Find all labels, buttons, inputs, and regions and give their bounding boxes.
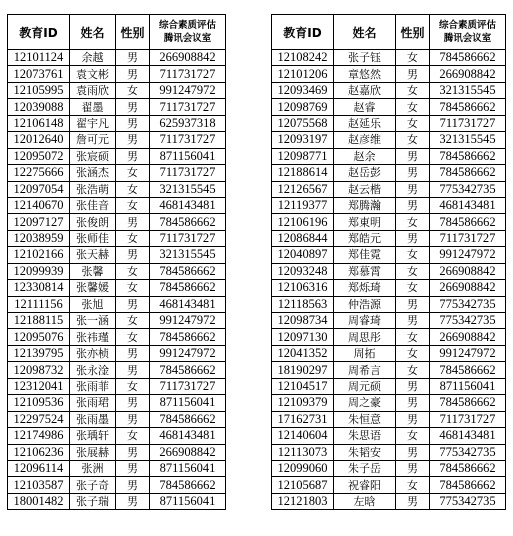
- cell-id: 12095076: [8, 329, 70, 345]
- cell-id: 12118563: [272, 296, 334, 312]
- table-row: [8, 493, 226, 509]
- cell-id: 12098734: [272, 313, 334, 329]
- cell-score: 784586662: [150, 280, 226, 296]
- cell-name: 赵彦维: [334, 132, 396, 148]
- cell-name: 周希言: [334, 362, 396, 378]
- cell-gender: 女: [116, 263, 150, 279]
- cell-score: 625937318: [150, 115, 226, 131]
- cell-id: 12139795: [8, 345, 70, 361]
- cell-name: 周之豪: [334, 395, 396, 411]
- cell-gender: 男: [396, 296, 430, 312]
- cell-gender: 女: [396, 477, 430, 493]
- table-row: [8, 378, 226, 394]
- cell-name: 赵岳彭: [334, 165, 396, 181]
- cell-id: 12098771: [272, 148, 334, 164]
- cell-id: 12105995: [8, 82, 70, 98]
- cell-gender: 男: [116, 296, 150, 312]
- cell-score: 784586662: [430, 214, 506, 230]
- cell-score: 468143481: [150, 296, 226, 312]
- table-row: [8, 313, 226, 329]
- cell-score: 784586662: [150, 477, 226, 493]
- cell-id: 12140604: [272, 428, 334, 444]
- cell-score: 784586662: [430, 362, 506, 378]
- cell-id: 12188115: [8, 313, 70, 329]
- cell-id: 12093197: [272, 132, 334, 148]
- cell-id: 12095072: [8, 148, 70, 164]
- cell-gender: 男: [116, 99, 150, 115]
- table-row: [272, 247, 506, 263]
- table-row: [272, 395, 506, 411]
- cell-gender: 男: [396, 66, 430, 82]
- cell-name: 祝睿阳: [334, 477, 396, 493]
- cell-id: 12188614: [272, 165, 334, 181]
- cell-name: 周拓: [334, 345, 396, 361]
- table-row: [8, 82, 226, 98]
- cell-name: 袁文彬: [70, 66, 116, 82]
- cell-gender: 女: [116, 313, 150, 329]
- table-row: [272, 313, 506, 329]
- table-row: [8, 444, 226, 460]
- cell-gender: 女: [396, 329, 430, 345]
- cell-score: 266908842: [150, 444, 226, 460]
- cell-id: 12097054: [8, 181, 70, 197]
- table-row: [272, 132, 506, 148]
- cell-name: 张展赫: [70, 444, 116, 460]
- cell-gender: 男: [116, 66, 150, 82]
- table-body-left: [8, 50, 226, 510]
- table-row: [272, 296, 506, 312]
- cell-gender: 女: [396, 115, 430, 131]
- cell-score: 266908842: [430, 66, 506, 82]
- cell-name: 张瑀轩: [70, 428, 116, 444]
- header-id: 教育ID: [272, 15, 334, 50]
- table-row: [8, 329, 226, 345]
- table-row: [8, 460, 226, 476]
- cell-gender: 男: [396, 460, 430, 476]
- cell-gender: 男: [116, 477, 150, 493]
- cell-name: 赵嘉欣: [334, 82, 396, 98]
- cell-id: 12073761: [8, 66, 70, 82]
- table-row: [272, 378, 506, 394]
- cell-gender: 女: [396, 82, 430, 98]
- cell-id: 12106316: [272, 280, 334, 296]
- roster-table-right: [271, 14, 506, 510]
- table-row: [8, 66, 226, 82]
- cell-name: 张宸硕: [70, 148, 116, 164]
- table-row: [272, 362, 506, 378]
- cell-gender: 女: [116, 165, 150, 181]
- cell-gender: 女: [396, 99, 430, 115]
- cell-gender: 女: [396, 50, 430, 66]
- cell-id: 12275666: [8, 165, 70, 181]
- table-row: [8, 411, 226, 427]
- cell-gender: 女: [396, 280, 430, 296]
- cell-name: 余越: [70, 50, 116, 66]
- cell-score: 991247972: [150, 313, 226, 329]
- cell-gender: 男: [396, 148, 430, 164]
- cell-name: 赵云楷: [334, 181, 396, 197]
- cell-score: 784586662: [150, 329, 226, 345]
- cell-score: 775342735: [430, 313, 506, 329]
- cell-name: 张一涵: [70, 313, 116, 329]
- cell-name: 朱子岳: [334, 460, 396, 476]
- cell-gender: 女: [396, 362, 430, 378]
- cell-id: 12113073: [272, 444, 334, 460]
- cell-score: 784586662: [430, 50, 506, 66]
- cell-name: 郑腾瀚: [334, 197, 396, 213]
- cell-score: 784586662: [430, 460, 506, 476]
- table-row: [8, 247, 226, 263]
- cell-gender: 男: [396, 395, 430, 411]
- cell-score: 321315545: [430, 132, 506, 148]
- table-row: [272, 345, 506, 361]
- cell-gender: 男: [116, 493, 150, 509]
- cell-name: 赵余: [334, 148, 396, 164]
- table-row: [8, 165, 226, 181]
- table-row: [8, 132, 226, 148]
- cell-name: 郑慕霄: [334, 263, 396, 279]
- cell-score: 991247972: [150, 82, 226, 98]
- cell-gender: 男: [116, 411, 150, 427]
- cell-name: 张雨墨: [70, 411, 116, 427]
- cell-gender: 男: [116, 345, 150, 361]
- cell-gender: 女: [116, 378, 150, 394]
- cell-gender: 男: [116, 50, 150, 66]
- cell-id: 12096114: [8, 460, 70, 476]
- cell-gender: 女: [116, 197, 150, 213]
- cell-name: 周思彤: [334, 329, 396, 345]
- table-row: [8, 428, 226, 444]
- table-row: [272, 82, 506, 98]
- cell-score: 266908842: [150, 50, 226, 66]
- cell-score: 871156041: [150, 460, 226, 476]
- cell-score: 775342735: [430, 181, 506, 197]
- header-score: [150, 15, 226, 50]
- cell-score: 775342735: [430, 296, 506, 312]
- table-row: [8, 362, 226, 378]
- cell-gender: 男: [116, 148, 150, 164]
- cell-score: 784586662: [150, 362, 226, 378]
- cell-score: 321315545: [150, 181, 226, 197]
- cell-id: 12099939: [8, 263, 70, 279]
- cell-name: 张子瑞: [70, 493, 116, 509]
- cell-score: 711731727: [430, 411, 506, 427]
- cell-score: 871156041: [150, 493, 226, 509]
- cell-gender: 男: [396, 165, 430, 181]
- cell-id: 12109379: [272, 395, 334, 411]
- cell-name: 张馨媛: [70, 280, 116, 296]
- cell-gender: 女: [116, 280, 150, 296]
- cell-name: 翟宇凡: [70, 115, 116, 131]
- cell-score: 784586662: [430, 99, 506, 115]
- cell-id: 12111156: [8, 296, 70, 312]
- cell-name: 左晗: [334, 493, 396, 509]
- cell-score: 991247972: [430, 247, 506, 263]
- cell-id: 12105687: [272, 477, 334, 493]
- cell-gender: 男: [116, 395, 150, 411]
- cell-score: 468143481: [430, 197, 506, 213]
- cell-score: 468143481: [430, 428, 506, 444]
- cell-name: 张子钰: [334, 50, 396, 66]
- table-row: [272, 165, 506, 181]
- cell-name: 张旭: [70, 296, 116, 312]
- cell-gender: 女: [396, 214, 430, 230]
- header-name: 姓名: [70, 15, 116, 50]
- table-row: [272, 50, 506, 66]
- cell-score: 711731727: [430, 230, 506, 246]
- cell-id: 12097130: [272, 329, 334, 345]
- cell-score: 711731727: [150, 99, 226, 115]
- table-row: [8, 214, 226, 230]
- cell-gender: 男: [396, 411, 430, 427]
- table-row: [272, 444, 506, 460]
- header-gender: 性别: [116, 15, 150, 50]
- header-score: [430, 15, 506, 50]
- cell-score: 321315545: [150, 247, 226, 263]
- cell-score: 266908842: [430, 280, 506, 296]
- cell-name: 赵睿: [334, 99, 396, 115]
- table-row: [8, 296, 226, 312]
- cell-name: 朱恒意: [334, 411, 396, 427]
- cell-name: 张师佳: [70, 230, 116, 246]
- header-score-line2: 腾讯会议室: [443, 33, 492, 44]
- cell-score: 711731727: [150, 66, 226, 82]
- cell-name: 朱思语: [334, 428, 396, 444]
- table-row: [272, 428, 506, 444]
- table-row: [8, 395, 226, 411]
- header-name: 姓名: [334, 15, 396, 50]
- cell-gender: 男: [396, 493, 430, 509]
- cell-score: 711731727: [430, 115, 506, 131]
- cell-score: 468143481: [150, 197, 226, 213]
- table-row: [272, 329, 506, 345]
- cell-id: 12102166: [8, 247, 70, 263]
- cell-gender: 男: [116, 214, 150, 230]
- cell-id: 12140670: [8, 197, 70, 213]
- cell-id: 12038959: [8, 230, 70, 246]
- cell-score: 871156041: [150, 395, 226, 411]
- cell-id: 12106236: [8, 444, 70, 460]
- cell-gender: 男: [396, 181, 430, 197]
- table-row: [272, 181, 506, 197]
- table-row: [272, 66, 506, 82]
- cell-score: 711731727: [150, 230, 226, 246]
- cell-id: 12104517: [272, 378, 334, 394]
- cell-id: 12106148: [8, 115, 70, 131]
- table-row: [8, 345, 226, 361]
- cell-name: 张浩萌: [70, 181, 116, 197]
- cell-id: 12039088: [8, 99, 70, 115]
- cell-gender: 男: [396, 313, 430, 329]
- cell-gender: 男: [396, 197, 430, 213]
- cell-name: 张雨珺: [70, 395, 116, 411]
- table-row: [8, 181, 226, 197]
- cell-id: 12041352: [272, 345, 334, 361]
- header-score-line1: 综合素质评估: [438, 20, 496, 31]
- table-row: [272, 99, 506, 115]
- cell-name: 周睿琦: [334, 313, 396, 329]
- cell-gender: 女: [116, 329, 150, 345]
- cell-id: 12103587: [8, 477, 70, 493]
- roster-table-left: [7, 14, 226, 510]
- cell-name: 张涵杰: [70, 165, 116, 181]
- header-score-line2: 腾讯会议室: [163, 33, 212, 44]
- cell-name: 张馨: [70, 263, 116, 279]
- cell-gender: 女: [396, 132, 430, 148]
- cell-id: 12097127: [8, 214, 70, 230]
- cell-score: 784586662: [430, 148, 506, 164]
- cell-gender: 女: [116, 82, 150, 98]
- table-body-right: [272, 50, 506, 510]
- cell-id: 12106196: [272, 214, 334, 230]
- cell-score: 711731727: [150, 132, 226, 148]
- cell-id: 12108242: [272, 50, 334, 66]
- cell-score: 266908842: [430, 263, 506, 279]
- cell-score: 784586662: [150, 263, 226, 279]
- table-row: [272, 214, 506, 230]
- cell-id: 12121803: [272, 493, 334, 509]
- table-row: [272, 411, 506, 427]
- cell-gender: 男: [396, 230, 430, 246]
- cell-name: 赵延乐: [334, 115, 396, 131]
- cell-id: 12098732: [8, 362, 70, 378]
- cell-id: 12109536: [8, 395, 70, 411]
- cell-gender: 女: [396, 263, 430, 279]
- cell-name: 张子奇: [70, 477, 116, 493]
- cell-name: 郑東明: [334, 214, 396, 230]
- cell-name: 朱韬安: [334, 444, 396, 460]
- cell-score: 711731727: [150, 165, 226, 181]
- cell-id: 12098769: [272, 99, 334, 115]
- table-row: [8, 148, 226, 164]
- cell-name: 张俊朗: [70, 214, 116, 230]
- cell-name: 郑烁琦: [334, 280, 396, 296]
- header-score-line1: 综合素质评估: [158, 20, 216, 31]
- cell-score: 266908842: [430, 329, 506, 345]
- cell-id: 12330814: [8, 280, 70, 296]
- cell-id: 12040897: [272, 247, 334, 263]
- cell-id: 12093469: [272, 82, 334, 98]
- table-row: [272, 493, 506, 509]
- cell-id: 18001482: [8, 493, 70, 509]
- cell-gender: 男: [396, 378, 430, 394]
- table-row: [8, 50, 226, 66]
- cell-name: 张洲: [70, 460, 116, 476]
- cell-gender: 女: [116, 181, 150, 197]
- cell-score: 784586662: [150, 214, 226, 230]
- cell-id: 17162731: [272, 411, 334, 427]
- cell-id: 12099060: [272, 460, 334, 476]
- cell-gender: 女: [116, 428, 150, 444]
- cell-id: 18190297: [272, 362, 334, 378]
- cell-id: 12012640: [8, 132, 70, 148]
- table-row: [8, 263, 226, 279]
- cell-id: 12119377: [272, 197, 334, 213]
- cell-id: 12297524: [8, 411, 70, 427]
- cell-id: 12126567: [272, 181, 334, 197]
- cell-name: 翟墨: [70, 99, 116, 115]
- cell-name: 张佳音: [70, 197, 116, 213]
- cell-score: 784586662: [430, 165, 506, 181]
- cell-score: 711731727: [150, 378, 226, 394]
- cell-id: 12093248: [272, 263, 334, 279]
- cell-id: 12101124: [8, 50, 70, 66]
- cell-name: 郑佳霓: [334, 247, 396, 263]
- header-id: 教育ID: [8, 15, 70, 50]
- cell-name: 张亦桢: [70, 345, 116, 361]
- table-row: [272, 477, 506, 493]
- cell-gender: 女: [396, 345, 430, 361]
- cell-score: 991247972: [150, 345, 226, 361]
- table-row: [8, 280, 226, 296]
- cell-name: 张永淦: [70, 362, 116, 378]
- table-row: [272, 148, 506, 164]
- cell-gender: 男: [116, 247, 150, 263]
- cell-id: 12075568: [272, 115, 334, 131]
- table-row: [8, 115, 226, 131]
- cell-gender: 男: [116, 115, 150, 131]
- cell-score: 784586662: [430, 477, 506, 493]
- cell-score: 775342735: [430, 444, 506, 460]
- cell-score: 871156041: [150, 148, 226, 164]
- cell-name: 张祎瑾: [70, 329, 116, 345]
- table-row: [8, 99, 226, 115]
- cell-gender: 男: [116, 362, 150, 378]
- cell-score: 468143481: [150, 428, 226, 444]
- table-header-row: [8, 15, 226, 50]
- table-row: [272, 197, 506, 213]
- table-row: [8, 230, 226, 246]
- cell-gender: 男: [396, 444, 430, 460]
- table-row: [8, 477, 226, 493]
- cell-score: 871156041: [430, 378, 506, 394]
- cell-gender: 男: [116, 444, 150, 460]
- table-header-row: [272, 15, 506, 50]
- cell-gender: 男: [116, 132, 150, 148]
- cell-score: 321315545: [430, 82, 506, 98]
- cell-gender: 女: [116, 230, 150, 246]
- cell-name: 詹可元: [70, 132, 116, 148]
- cell-name: 周元硕: [334, 378, 396, 394]
- table-row: [272, 230, 506, 246]
- cell-name: 袁雨欣: [70, 82, 116, 98]
- cell-name: 张雨菲: [70, 378, 116, 394]
- cell-id: 12312041: [8, 378, 70, 394]
- table-row: [8, 197, 226, 213]
- cell-score: 784586662: [430, 395, 506, 411]
- table-row: [272, 263, 506, 279]
- cell-score: 991247972: [430, 345, 506, 361]
- cell-name: 张天赫: [70, 247, 116, 263]
- table-row: [272, 280, 506, 296]
- table-row: [272, 115, 506, 131]
- cell-name: 仲浩源: [334, 296, 396, 312]
- cell-name: 章悠然: [334, 66, 396, 82]
- cell-gender: 男: [116, 460, 150, 476]
- header-gender: 性别: [396, 15, 430, 50]
- table-row: [272, 460, 506, 476]
- cell-score: 784586662: [150, 411, 226, 427]
- cell-gender: 女: [396, 247, 430, 263]
- cell-id: 12174986: [8, 428, 70, 444]
- cell-id: 12101206: [272, 66, 334, 82]
- cell-gender: 女: [396, 428, 430, 444]
- cell-id: 12086844: [272, 230, 334, 246]
- cell-score: 775342735: [430, 493, 506, 509]
- cell-name: 郑皓元: [334, 230, 396, 246]
